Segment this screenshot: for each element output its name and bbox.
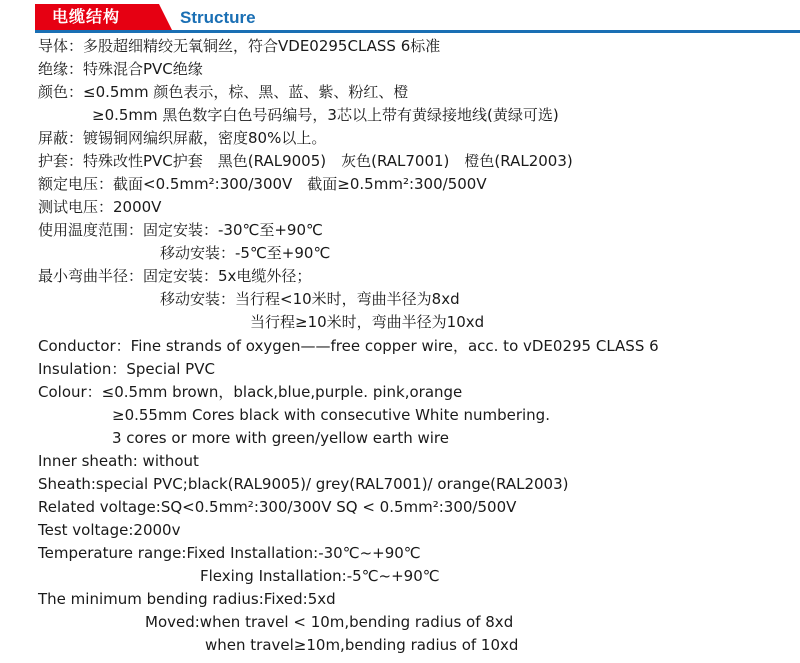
header-title-en: Structure [180, 8, 256, 27]
spec-line-bending-cn: 最小弯曲半径：固定安装：5x电缆外径； [38, 267, 312, 285]
spec-line-inner-sheath-en: Inner sheath: without [38, 452, 199, 470]
spec-line-temperature-cn-2: 移动安装：-5℃至+90℃ [160, 244, 331, 262]
spec-line-conductor-cn: 导体：多股超细精绞无氧铜丝，符合VDE0295CLASS 6标准 [38, 37, 441, 55]
spec-line-colour-en-2: ≥0.55mm Cores black with consecutive White numbering. [112, 406, 550, 424]
spec-line-temperature-en: Temperature range:Fixed Installation:-30℃~+90℃ [38, 544, 421, 562]
spec-line-test-voltage-en: Test voltage:2000v [38, 521, 181, 539]
spec-line-colour-en: Colour：≤0.5mm brown，black,blue,purple. pink,orange [38, 383, 463, 401]
spec-line-conductor-en: Conductor：Fine strands of oxygen——free copper wire，acc. to vDE0295 CLASS 6 [38, 337, 659, 355]
spec-line-temperature-en-2: Flexing Installation:-5℃~+90℃ [200, 567, 440, 585]
spec-line-colour-cn-2: ≥0.5mm 黑色数字白色号码编号，3芯以上带有黄绿接地线(黄绿可选) [92, 106, 559, 124]
spec-line-rated-voltage-cn: 额定电压：截面<0.5mm²:300/300V 截面≥0.5mm²:300/500V [38, 175, 487, 193]
spec-line-bending-en-2: Moved:when travel < 10m,bending radius of 8xd [145, 613, 514, 631]
spec-line-test-voltage-cn: 测试电压：2000V [38, 198, 162, 216]
spec-line-sheath-cn: 护套：特殊改性PVC护套 黑色(RAL9005) 灰色(RAL7001) 橙色(RAL2003) [38, 152, 573, 170]
spec-line-colour-cn: 颜色：≤0.5mm 颜色表示，棕、黑、蓝、紫、粉红、橙 [38, 83, 409, 101]
spec-line-bending-cn-2: 移动安装：当行程<10米时，弯曲半径为8xd [160, 290, 460, 308]
spec-line-bending-en-3: when travel≥10m,bending radius of 10xd [205, 636, 519, 654]
spec-line-related-voltage-en: Related voltage:SQ<0.5mm²:300/300V SQ < 0.5mm²:300/500V [38, 498, 517, 516]
spec-line-insulation-en: Insulation：Special PVC [38, 360, 215, 378]
spec-line-bending-en: The minimum bending radius:Fixed:5xd [38, 590, 336, 608]
spec-line-temperature-cn: 使用温度范围：固定安装：-30℃至+90℃ [38, 221, 323, 239]
spec-line-sheath-en: Sheath:special PVC;black(RAL9005)/ grey(RAL7001)/ orange(RAL2003) [38, 475, 569, 493]
spec-line-colour-en-3: 3 cores or more with green/yellow earth wire [112, 429, 449, 447]
spec-line-insulation-cn: 绝缘：特殊混合PVC绝缘 [38, 60, 203, 78]
header-title-cn: 电缆结构 [52, 7, 121, 26]
spec-line-shield-cn: 屏蔽：镀锡铜网编织屏蔽，密度80%以上。 [38, 129, 327, 147]
spec-line-bending-cn-3: 当行程≥10米时，弯曲半径为10xd [250, 313, 485, 331]
